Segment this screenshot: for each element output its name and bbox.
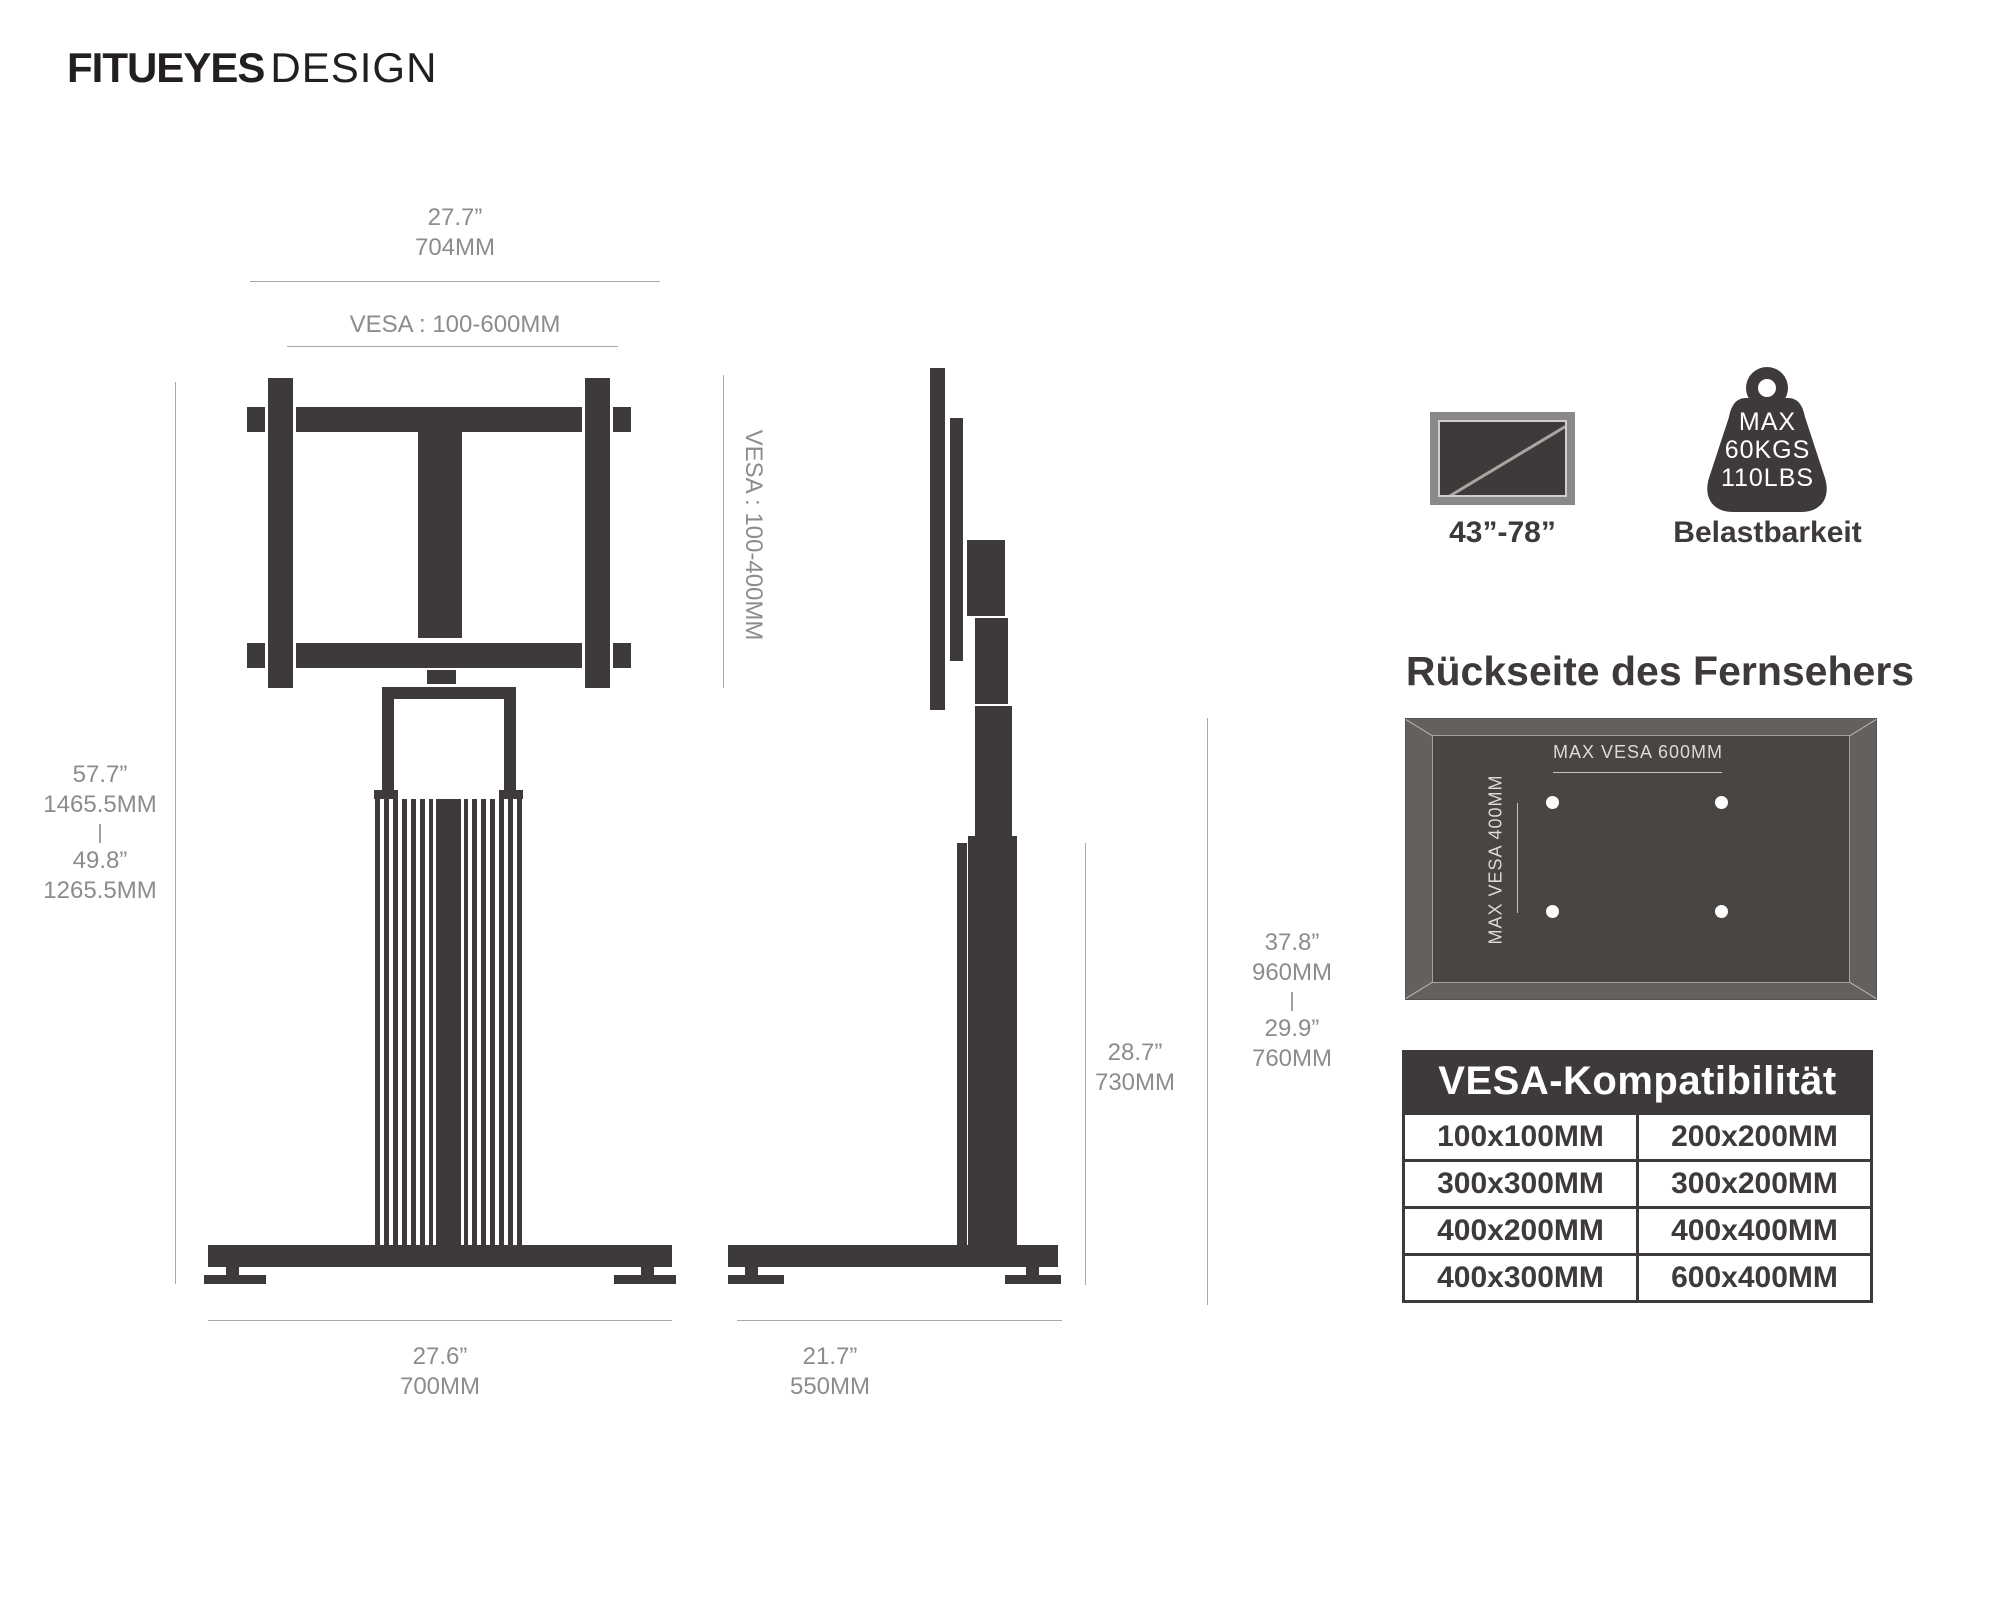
front-foot-left-neck	[226, 1267, 239, 1275]
front-mount-bracket	[382, 687, 516, 793]
front-column-stripes-right	[464, 799, 522, 1245]
front-height-min-inches: 49.8”	[72, 847, 128, 874]
front-tab-bottom-right	[613, 643, 631, 668]
side-bracket-block-upper	[967, 540, 1005, 616]
side-column-main	[968, 836, 1017, 1245]
front-vesa-h-line	[287, 346, 618, 347]
front-tab-top-right	[613, 407, 631, 432]
max-vesa-height-label: MAX VESA 400MM	[1485, 774, 1506, 945]
front-foot-left-plate	[204, 1275, 266, 1284]
front-vesa-h-label: VESA : 100-600MM	[349, 311, 561, 338]
front-bottom-crossbar	[296, 643, 582, 668]
front-top-width-line	[250, 281, 660, 282]
vesa-hole-bottom-left	[1546, 905, 1559, 918]
load-capacity-label: Belastbarkeit	[1673, 516, 1862, 549]
side-height-range-label	[1232, 928, 1352, 1074]
max-vesa-width-line	[1553, 772, 1722, 773]
vesa-compatibility-table	[1402, 1050, 1873, 1303]
vesa-table-cell: 100x100MM	[1405, 1115, 1636, 1159]
front-height-separator: |	[97, 822, 103, 844]
vesa-table-cell: 200x200MM	[1639, 1115, 1870, 1159]
front-foot-right-neck	[641, 1267, 654, 1275]
side-foot-right-plate	[1005, 1275, 1061, 1284]
front-height-range-label	[30, 760, 170, 906]
weight-max-label: MAX	[1738, 408, 1797, 436]
screen-diagonal-icon	[1439, 420, 1567, 497]
front-base-inches: 27.6”	[412, 1343, 468, 1370]
side-column-height-label	[1075, 1038, 1195, 1098]
side-column-mm: 730MM	[1094, 1069, 1176, 1096]
front-column-stripes-left	[375, 799, 433, 1245]
front-base	[208, 1245, 672, 1267]
front-height-min-mm: 1265.5MM	[43, 877, 157, 904]
front-column-center-bar	[436, 799, 461, 1245]
screen-size-label: 43”-78”	[1449, 516, 1556, 549]
vesa-hole-bottom-right	[1715, 905, 1728, 918]
screen-size-icon	[1430, 412, 1575, 505]
side-base-line	[737, 1320, 1062, 1321]
side-base-label	[745, 1342, 915, 1402]
front-top-crossbar	[296, 407, 582, 432]
side-column-upper	[975, 706, 1012, 838]
side-tv-bar	[930, 368, 945, 710]
front-height-max-inches: 57.7”	[72, 761, 128, 788]
side-base-inches: 21.7”	[802, 1343, 858, 1370]
max-vesa-height-line	[1517, 803, 1518, 913]
panel-mitre-top-left	[1405, 719, 1432, 736]
front-foot-right-plate	[614, 1275, 676, 1284]
side-base-mm: 550MM	[789, 1373, 871, 1400]
vesa-table-cell: 600x400MM	[1639, 1256, 1870, 1300]
side-height-max-mm: 960MM	[1251, 959, 1333, 986]
vesa-hole-top-left	[1546, 796, 1559, 809]
vesa-table-cell: 400x200MM	[1405, 1209, 1636, 1253]
weight-lbs-label: 110LBS	[1720, 464, 1815, 492]
side-foot-right-neck	[1026, 1267, 1039, 1275]
side-height-max-inches: 37.8”	[1264, 929, 1320, 956]
side-height-min-mm: 760MM	[1251, 1045, 1333, 1072]
brand-logo	[67, 44, 437, 92]
vesa-table-body	[1402, 1112, 1873, 1303]
front-bracket-foot-right	[499, 790, 523, 799]
front-top-width-label	[330, 203, 580, 263]
brand-name-bold: FITUEYES	[67, 44, 265, 91]
side-height-separator: |	[1289, 990, 1295, 1012]
side-vesa-plate	[950, 418, 963, 661]
weight-kgs-label: 60KGS	[1724, 436, 1811, 464]
vesa-table-cell: 300x300MM	[1405, 1162, 1636, 1206]
weight-icon-text	[1700, 408, 1835, 492]
vesa-hole-top-right	[1715, 796, 1728, 809]
front-bracket-foot-left	[374, 790, 398, 799]
front-connector-stub	[427, 670, 456, 684]
side-foot-left-plate	[728, 1275, 784, 1284]
side-base	[728, 1245, 1058, 1267]
side-foot-left-neck	[745, 1267, 758, 1275]
front-right-upright	[585, 378, 610, 688]
front-base-mm: 700MM	[399, 1373, 481, 1400]
side-bracket-block-lower	[975, 618, 1008, 704]
brand-name-light: DESIGN	[270, 44, 438, 91]
front-left-upright	[268, 378, 293, 688]
vesa-table-cell: 300x200MM	[1639, 1162, 1870, 1206]
side-height-line	[1207, 718, 1208, 1305]
vesa-table-cell: 400x400MM	[1639, 1209, 1870, 1253]
side-column-strip	[957, 843, 967, 1245]
front-top-width-mm: 704MM	[414, 234, 496, 261]
panel-mitre-bottom-right	[1850, 982, 1877, 999]
front-center-column	[418, 432, 462, 638]
side-height-min-inches: 29.9”	[1264, 1015, 1320, 1042]
vesa-table-title: VESA-Kompatibilität	[1402, 1050, 1873, 1112]
back-panel-heading: Rückseite des Fernsehers	[1405, 648, 1915, 694]
front-base-label	[355, 1342, 525, 1402]
front-height-line	[175, 382, 176, 1284]
screen-size-icon-screen	[1438, 420, 1567, 497]
front-height-max-mm: 1465.5MM	[43, 791, 157, 818]
front-vesa-v-label: VESA : 100-400MM	[740, 429, 767, 641]
panel-mitre-top-right	[1850, 719, 1877, 736]
max-vesa-width-label: MAX VESA 600MM	[1552, 742, 1724, 762]
side-column-inches: 28.7”	[1107, 1039, 1163, 1066]
front-vesa-v-line	[723, 375, 724, 688]
front-tab-top-left	[247, 407, 265, 432]
front-top-width-inches: 27.7”	[427, 204, 483, 231]
panel-mitre-bottom-left	[1405, 982, 1432, 999]
front-tab-bottom-left	[247, 643, 265, 668]
vesa-table-cell: 400x300MM	[1405, 1256, 1636, 1300]
front-base-line	[208, 1320, 672, 1321]
